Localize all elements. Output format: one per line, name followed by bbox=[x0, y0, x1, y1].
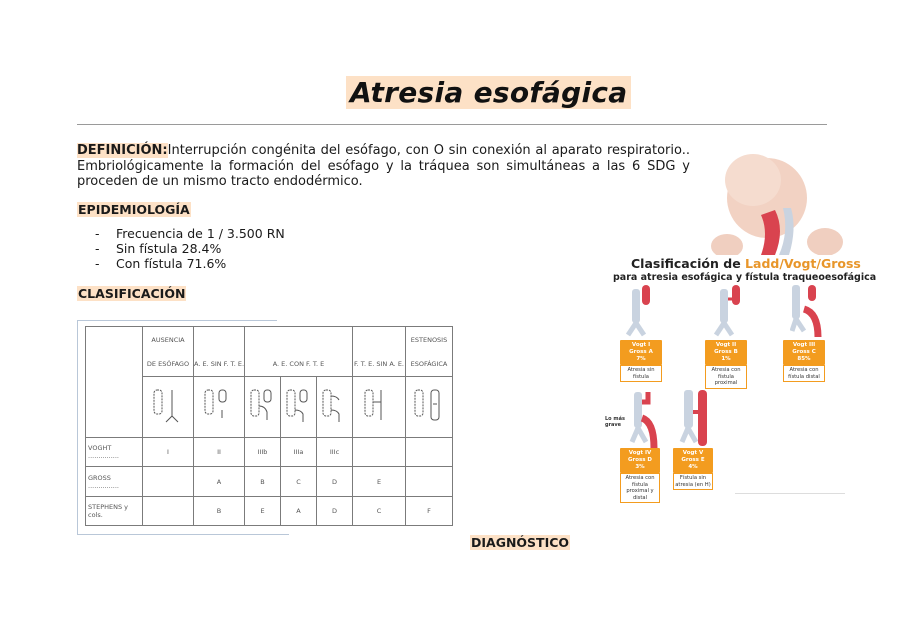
table-cell: IIIb bbox=[245, 438, 281, 467]
epidemiologia-heading: EPIDEMIOLOGÍA bbox=[78, 202, 190, 217]
table-cell: C bbox=[281, 467, 317, 496]
type-description: Fístula sin atresia (en H) bbox=[673, 473, 713, 490]
anatomy-icon bbox=[710, 285, 750, 337]
table-row-label: GROSS ............... bbox=[86, 467, 143, 496]
percent-label: 1% bbox=[721, 356, 731, 362]
vogt-label: Vogt IV bbox=[628, 450, 652, 456]
type-description: Atresia sin fístula bbox=[620, 365, 662, 382]
epidemiologia-list bbox=[95, 227, 285, 271]
type-card bbox=[783, 340, 825, 382]
gross-label: Gross C bbox=[792, 349, 816, 355]
anatomy-icon bbox=[626, 392, 666, 448]
percent-label: 85% bbox=[797, 356, 811, 362]
list-item bbox=[95, 242, 285, 257]
esophagus-trachea-diagram bbox=[246, 386, 280, 426]
type-badge bbox=[620, 340, 662, 365]
figure-subtitle: para atresia esofágica y fístula traqueoesofágica bbox=[613, 272, 877, 283]
esophagus-trachea-diagram bbox=[282, 386, 316, 426]
table-cell: F bbox=[406, 496, 453, 525]
list-item-text: Sin fístula 28.4% bbox=[116, 240, 222, 256]
vogt-label: Vogt III bbox=[792, 342, 816, 348]
figure-caption-line bbox=[735, 493, 845, 494]
anatomy-illustration bbox=[143, 377, 194, 438]
table-row-label: STEPHENS y cols. bbox=[86, 496, 143, 525]
gross-label: Gross B bbox=[714, 349, 738, 355]
table-header: A. E. SIN F. T. E. bbox=[194, 352, 245, 376]
gross-label: Gross D bbox=[627, 457, 653, 463]
classification-table bbox=[85, 326, 453, 526]
table-row-label: VOGHT ............... bbox=[86, 438, 143, 467]
clasificacion-heading: CLASIFICACIÓN bbox=[78, 286, 186, 301]
type-illustration bbox=[626, 392, 666, 452]
figure-border-bottom bbox=[77, 534, 289, 535]
list-item-text: Con fístula 71.6% bbox=[116, 255, 227, 271]
table-header-top: ESTENOSIS bbox=[406, 327, 453, 353]
anatomy-illustration bbox=[194, 377, 245, 438]
table-cell: E bbox=[245, 496, 281, 525]
epidemiologia-heading-wrap bbox=[77, 199, 191, 218]
esophagus-trachea-diagram bbox=[318, 386, 352, 426]
baby-photo bbox=[705, 150, 845, 255]
page-title: Atresia esofágica bbox=[346, 76, 631, 109]
list-item bbox=[95, 227, 285, 242]
figure-border-left bbox=[77, 320, 78, 535]
table-cell bbox=[143, 467, 194, 496]
anatomy-illustration bbox=[353, 377, 406, 438]
table-cell: IIIa bbox=[281, 438, 317, 467]
definition-paragraph bbox=[77, 143, 690, 190]
list-dash: - bbox=[95, 240, 100, 256]
clasificacion-heading-wrap bbox=[77, 283, 186, 302]
title-divider bbox=[77, 124, 827, 125]
type-badge bbox=[705, 340, 747, 365]
figure-title bbox=[631, 256, 861, 271]
type-card bbox=[620, 340, 662, 382]
diagnostico-heading-wrap bbox=[470, 532, 570, 551]
percent-label: 7% bbox=[636, 356, 646, 362]
type-card bbox=[620, 448, 660, 503]
table-header-top: AUSENCIA bbox=[143, 327, 194, 353]
table-header: F. T. E. SIN A. E. bbox=[353, 352, 406, 376]
percent-label: 3% bbox=[635, 464, 645, 470]
gross-label: Gross E bbox=[681, 457, 705, 463]
type-description: Atresia con fístula proximal y distal bbox=[620, 473, 660, 503]
list-item bbox=[95, 257, 285, 272]
definition-text: Interrupción congénita del esófago, con O sin conexión al aparato respiratorio.. Embriológicamente la formación del esófago y la tráquea son simultáneas a las 6 SDG y proceden de un mismo tracto endodérmico. bbox=[77, 143, 690, 189]
vogt-label: Vogt II bbox=[715, 342, 737, 348]
table-cell: B bbox=[245, 467, 281, 496]
definition-label: DEFINICIÓN: bbox=[77, 143, 168, 158]
table-cell: B bbox=[194, 496, 245, 525]
type-illustration bbox=[676, 390, 720, 450]
type-description: Atresia con fístula proximal bbox=[705, 365, 747, 389]
table-cell: A bbox=[194, 467, 245, 496]
table-cell bbox=[353, 438, 406, 467]
type-illustration bbox=[790, 285, 830, 341]
table-header-top bbox=[245, 327, 353, 353]
type-description: Atresia con fístula distal bbox=[783, 365, 825, 382]
table-cell bbox=[143, 496, 194, 525]
table-header: DE ESÓFAGO bbox=[143, 352, 194, 376]
table-cell: D bbox=[317, 467, 353, 496]
severity-note: Lo más grave bbox=[605, 416, 625, 428]
anatomy-icon bbox=[790, 285, 830, 337]
diagnostico-heading: DIAGNÓSTICO bbox=[471, 535, 570, 550]
esophagus-trachea-diagram bbox=[199, 386, 239, 426]
table-cell: IIIc bbox=[317, 438, 353, 467]
type-card bbox=[673, 448, 713, 490]
esophagus-trachea-diagram bbox=[409, 386, 449, 426]
table-cell: II bbox=[194, 438, 245, 467]
anatomy-illustration bbox=[245, 377, 281, 438]
vogt-label: Vogt I bbox=[631, 342, 651, 348]
gross-label: Gross A bbox=[629, 349, 653, 355]
esophagus-trachea-diagram bbox=[359, 386, 399, 426]
figure-border-top bbox=[77, 320, 277, 321]
anatomy-illustration bbox=[406, 377, 453, 438]
table-cell: A bbox=[281, 496, 317, 525]
anatomy-icon bbox=[676, 390, 720, 446]
type-card bbox=[705, 340, 747, 389]
table-corner bbox=[86, 327, 143, 438]
table-header: ESOFÁGICA bbox=[406, 352, 453, 376]
vogt-label: Vogt V bbox=[682, 450, 704, 456]
percent-label: 4% bbox=[688, 464, 698, 470]
type-illustration bbox=[620, 285, 660, 341]
figure-title-brand: Ladd/Vogt/Gross bbox=[745, 256, 861, 271]
type-badge bbox=[673, 448, 713, 473]
table-cell: C bbox=[353, 496, 406, 525]
table-header: A. E. CON F. T. E bbox=[245, 352, 353, 376]
classification-table-figure bbox=[77, 320, 457, 535]
type-badge bbox=[620, 448, 660, 473]
list-dash: - bbox=[95, 255, 100, 271]
type-illustration bbox=[710, 285, 750, 341]
table-header-top bbox=[353, 327, 406, 353]
table-cell bbox=[406, 438, 453, 467]
table-cell: D bbox=[317, 496, 353, 525]
list-dash: - bbox=[95, 226, 100, 241]
table-cell: E bbox=[353, 467, 406, 496]
infant-illustration bbox=[705, 150, 845, 255]
type-badge bbox=[783, 340, 825, 365]
table-cell bbox=[406, 467, 453, 496]
anatomy-illustration bbox=[281, 377, 317, 438]
anatomy-illustration bbox=[317, 377, 353, 438]
anatomy-icon bbox=[620, 285, 660, 337]
table-header-top bbox=[194, 327, 245, 353]
table-cell: I bbox=[143, 438, 194, 467]
list-item-text: Frecuencia de 1 / 3.500 RN bbox=[116, 226, 285, 241]
esophagus-trachea-diagram bbox=[148, 386, 188, 426]
figure-title-prefix: Clasificación de bbox=[631, 256, 746, 271]
